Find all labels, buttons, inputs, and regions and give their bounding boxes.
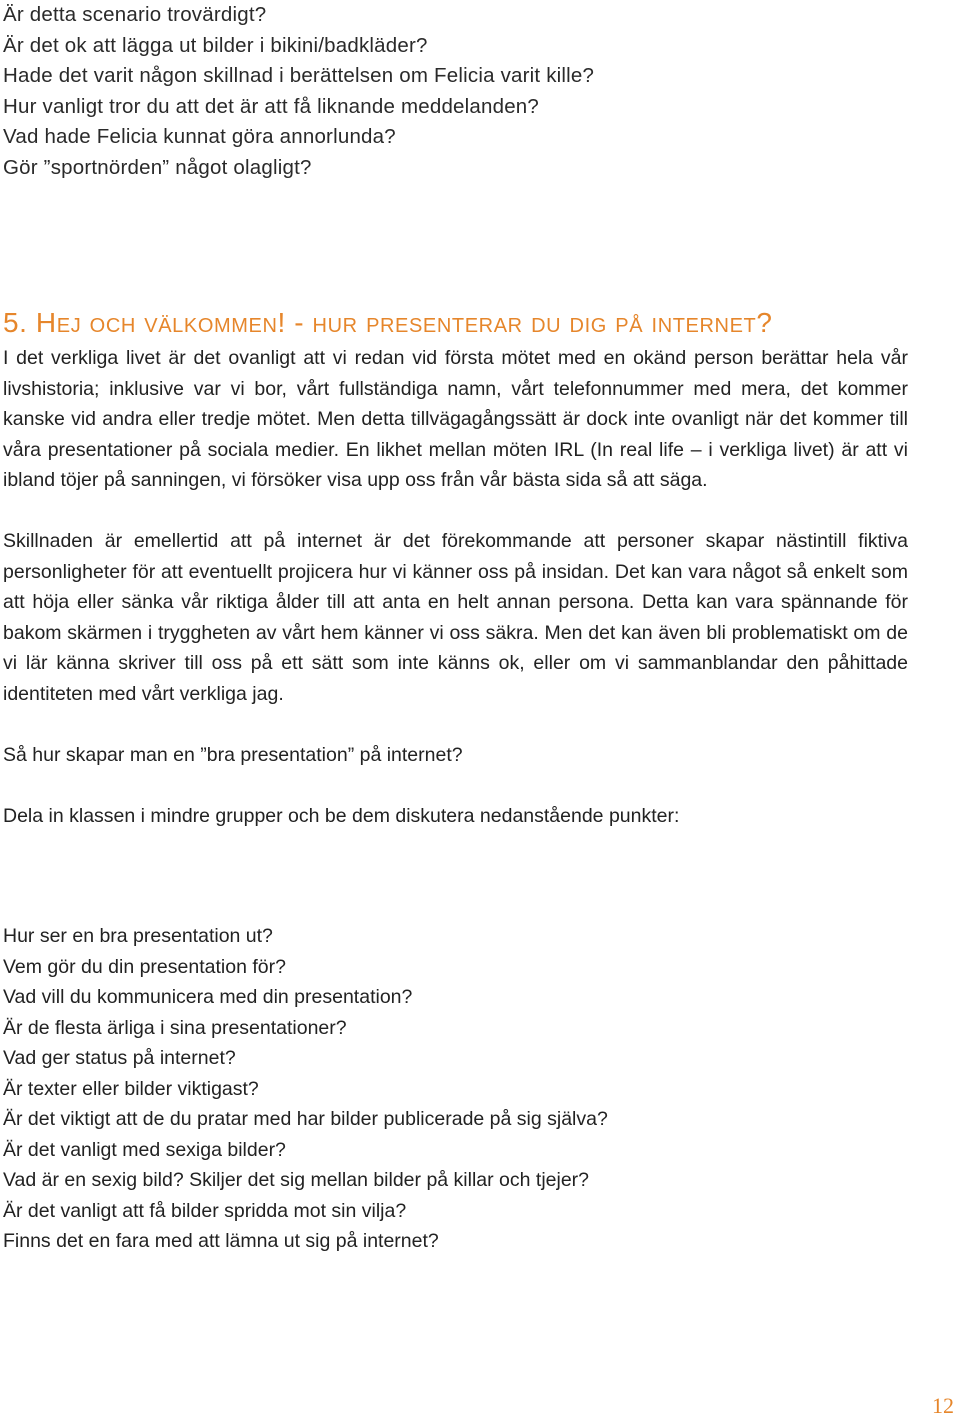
discussion-point: Är det vanligt med sexiga bilder? <box>3 1138 286 1161</box>
page-number: 12 <box>932 1393 954 1418</box>
intro-question: Är det ok att lägga ut bilder i bikini/badkläder? <box>3 33 428 57</box>
body-paragraph: I det verkliga livet är det ovanligt att vi redan vid första mötet med en okänd person berättar hela vår livshistoria; inklusive var vi bor, vårt fullständiga namn, vårt telefonnummer med mera, det kommer kanske vid andra eller tredje mötet. Men detta tillvägagångssätt är dock inte ovanligt när det kommer till våra presentationer på sociala medier. En likhet mellan möten IRL (In real life – i verkliga livet) är att vi ibland töjer på sanningen, vi försöker visa upp oss från vår bästa sida så att säga. <box>3 347 908 491</box>
intro-question: Hur vanligt tror du att det är att få liknande meddelanden? <box>3 94 540 118</box>
discussion-point: Är texter eller bilder viktigast? <box>3 1077 259 1100</box>
discussion-point-list <box>3 921 903 1257</box>
intro-question: Är detta scenario trovärdigt? <box>3 3 267 26</box>
intro-question: Gör ”sportnörden” något olagligt? <box>3 155 312 179</box>
intro-question-list <box>3 0 903 183</box>
question-line: Så hur skapar man en ”bra presentation” på internet? <box>3 743 463 766</box>
intro-question: Vad hade Felicia kunnat göra annorlunda? <box>3 125 396 148</box>
discussion-point: Vad är en sexig bild? Skiljer det sig mellan bilder på killar och tjejer? <box>3 1169 590 1191</box>
discussion-point: Vem gör du din presentation för? <box>3 955 286 978</box>
intro-question: Hade det varit någon skillnad i berättelsen om Felicia varit kille? <box>3 64 595 87</box>
discussion-point: Är det vanligt att få bilder spridda mot sin vilja? <box>3 1199 407 1222</box>
section-heading: 5. Hej och välkommen! - hur presenterar du dig på internet? <box>3 307 773 338</box>
section-body <box>3 343 908 831</box>
discussion-point: Finns det en fara med att lämna ut sig på internet? <box>3 1230 439 1252</box>
discussion-point: Vad vill du kommunicera med din presentation? <box>3 986 413 1008</box>
discussion-point: Är det viktigt att de du pratar med har bilder publicerade på sig själva? <box>3 1108 608 1130</box>
discussion-point: Vad ger status på internet? <box>3 1047 236 1069</box>
discussion-point: Hur ser en bra presentation ut? <box>3 925 273 947</box>
body-paragraph: Skillnaden är emellertid att på internet är det förekommande att personer skapar nästintill fiktiva personligheter för att eventuellt projicera hur vi känner oss på insidan. Det kan vara något så enkelt som att höja eller sänka vår riktiga ålder till att anta en helt annan persona. Detta kan vara spännande för bakom skärmen i tryggheten av vårt hem känner vi oss säkra. Men det kan även bli problematiskt om de vi lär känna skriver till oss på ett sätt som inte känns ok, eller om vi sammanblandar den påhittade identiteten med vårt verkliga jag. <box>3 530 908 705</box>
discussion-point: Är de flesta ärliga i sina presentationer? <box>3 1016 347 1039</box>
instruction-line: Dela in klassen i mindre grupper och be dem diskutera nedanstående punkter: <box>3 804 680 827</box>
